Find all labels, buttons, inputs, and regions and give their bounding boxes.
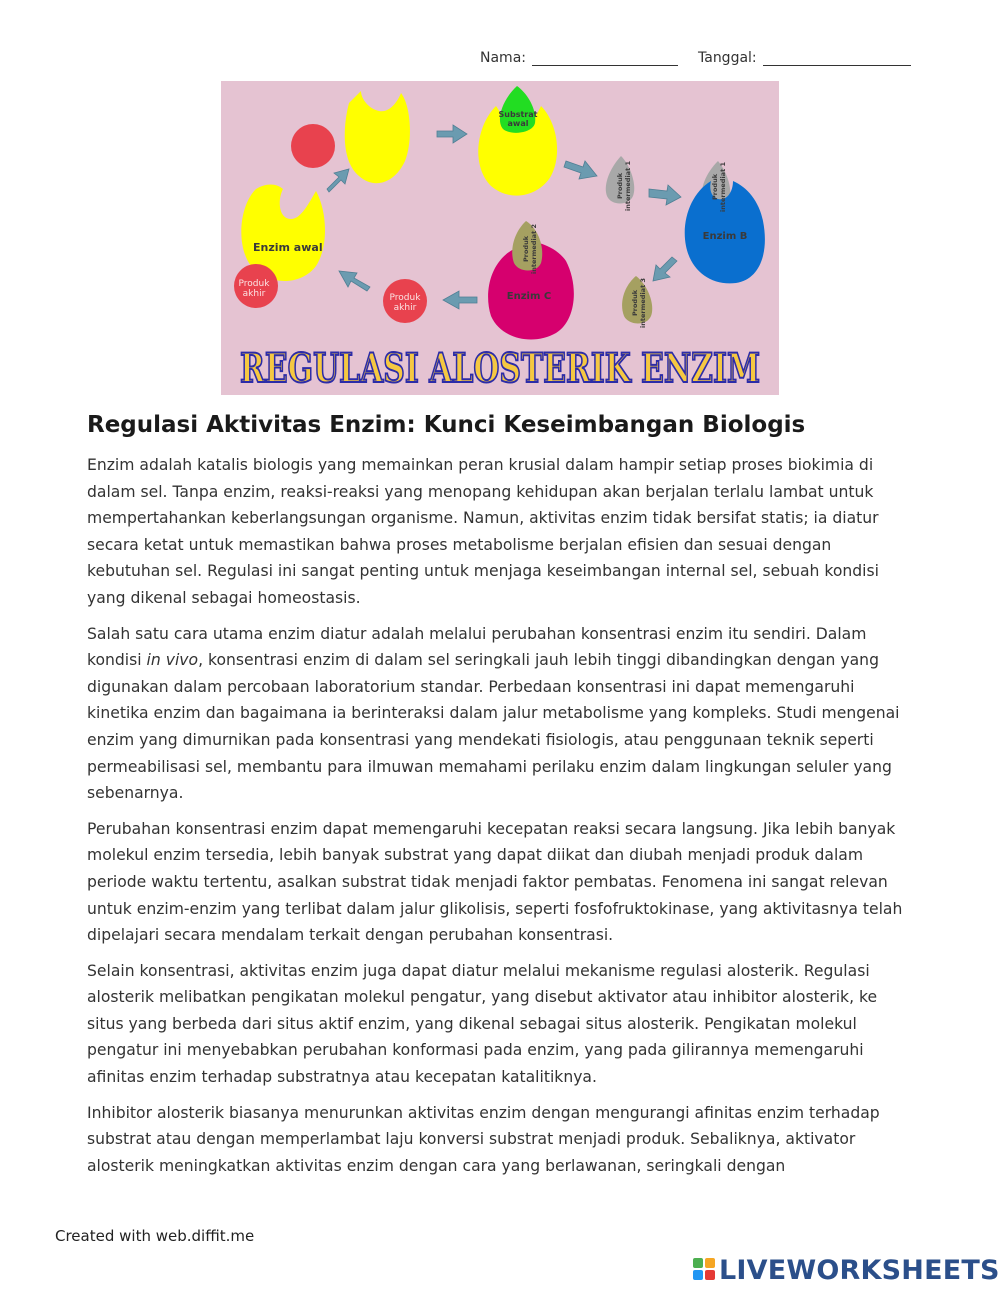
svg-text:Produk: Produk <box>711 173 719 201</box>
label-produk-akhir-center-2: akhir <box>393 303 417 313</box>
liveworksheets-logo[interactable] <box>693 1255 1000 1286</box>
svg-text:intermediat 1: intermediat 1 <box>719 162 727 212</box>
name-label: Nama: <box>480 50 526 66</box>
allosteric-diagram <box>221 81 779 395</box>
name-input-line[interactable] <box>532 51 678 66</box>
label-substrat-awal-2: awal <box>507 119 529 128</box>
svg-text:intermediat 2: intermediat 2 <box>530 224 538 274</box>
banner-title: REGULASI ALOSTERIK ENZIM <box>240 345 760 392</box>
paragraph-2-part-1: Salah satu cara utama enzim diatur adalah melalui perubahan konsentrasi enzim itu sendiri. Dalam kondisi <box>87 624 867 670</box>
svg-text:Produk: Produk <box>522 235 530 263</box>
label-enzim-b: Enzim B <box>702 231 748 242</box>
document-title: Regulasi Aktivitas Enzim: Kunci Keseimbangan Biologis <box>87 412 806 438</box>
label-produk-akhir-center-1: Produk <box>389 293 421 303</box>
svg-text:Produk: Produk <box>616 172 624 200</box>
liveworksheets-icon <box>693 1258 717 1282</box>
paragraph-2-part-2: , konsentrasi enzim di dalam sel seringkali jauh lebih tinggi dibandingkan dengan yang digunakan dalam percobaan laboratorium standar. Perbedaan konsentrasi ini dapat memengaruhi kinetika enzim dan bagaimana ia berinteraksi dalam jalur metabolisme yang kompleks. Studi mengenai enzim yang dimurnikan pada konsentrasi yang mendekati fisiologis, atau penggunaan teknik seperti permeabilisasi sel, membantu para ilmuwan memahami perilaku enzim dalam lingkungan seluler yang sebenarnya. <box>87 651 900 803</box>
date-field[interactable] <box>698 50 911 66</box>
label-produk-akhir-left-1: Produk <box>238 279 270 289</box>
logo-square-4 <box>705 1270 715 1280</box>
logo-square-1 <box>693 1258 703 1268</box>
date-label: Tanggal: <box>698 50 757 66</box>
liveworksheets-brand: LIVEWORKSHEETS <box>719 1255 1000 1286</box>
header-fields <box>480 50 920 70</box>
document-body <box>87 452 917 1212</box>
paragraph-2 <box>87 621 917 807</box>
red-inhibitor-top <box>291 124 335 168</box>
paragraph-3: Perubahan konsentrasi enzim dapat memengaruhi kecepatan reaksi secara langsung. Jika lebih banyak molekul enzim tersedia, lebih banyak substrat yang dapat diikat dan diubah menjadi produk dalam periode waktu tertentu, asalkan substrat tidak menjadi faktor pembatas. Fenomena ini sangat relevan untuk enzim-enzim yang terlibat dalam jalur glikolisis, seperti fosfofruktokinase, yang aktivitasnya telah dipelajari secara mendalam terkait dengan perubahan konsentrasi. <box>87 819 903 945</box>
label-substrat-awal-1: Substrat <box>498 110 538 119</box>
svg-text:intermediat 1: intermediat 1 <box>624 161 632 211</box>
paragraph-5: Inhibitor alosterik biasanya menurunkan aktivitas enzim dengan mengurangi afinitas enzim terhadap substrat atau dengan memperlambat laju konversi substrat menjadi produk. Sebaliknya, aktivator alosterik meningkatkan aktivitas enzim dengan cara yang berlawanan, seringkali dengan <box>87 1103 880 1175</box>
logo-square-2 <box>705 1258 715 1268</box>
label-produk-akhir-left-2: akhir <box>242 289 266 299</box>
paragraph-2-italic: in vivo <box>146 651 199 670</box>
paragraph-1: Enzim adalah katalis biologis yang memainkan peran krusial dalam hampir setiap proses biokimia di dalam sel. Tanpa enzim, reaksi-reaksi yang menopang kehidupan akan berjalan terlalu lambat untuk mempertahankan keberlangsungan organisme. Namun, aktivitas enzim tidak bersifat statis; ia diatur secara ketat untuk memastikan bahwa proses metabolisme berjalan efisien dan sesuai dengan kebutuhan sel. Regulasi ini sangat penting untuk menjaga keseimbangan internal sel, sebuah kondisi yang dikenal sebagai homeostasis. <box>87 456 879 607</box>
date-input-line[interactable] <box>763 51 911 66</box>
paragraph-4: Selain konsentrasi, aktivitas enzim juga dapat diatur melalui mekanisme regulasi alosterik. Regulasi alosterik melibatkan pengikatan molekul pengatur, yang disebut aktivator atau inhibitor alosterik, ke situs yang berbeda dari situs aktif enzim, yang dikenal sebagai situs alosterik. Pengikatan molekul pengatur ini menyebabkan perubahan konformasi pada enzim, yang pada gilirannya memengaruhi afinitas enzim terhadap substratnya atau kecepatan katalitiknya. <box>87 961 878 1087</box>
svg-text:Produk: Produk <box>631 289 639 317</box>
footer-credit: Created with web.diffit.me <box>55 1227 255 1245</box>
logo-square-3 <box>693 1270 703 1280</box>
name-field[interactable] <box>480 50 678 66</box>
svg-text:intermediat 3: intermediat 3 <box>639 278 647 328</box>
label-enzim-c: Enzim C <box>506 291 552 302</box>
label-enzim-awal: Enzim awal <box>253 241 323 254</box>
